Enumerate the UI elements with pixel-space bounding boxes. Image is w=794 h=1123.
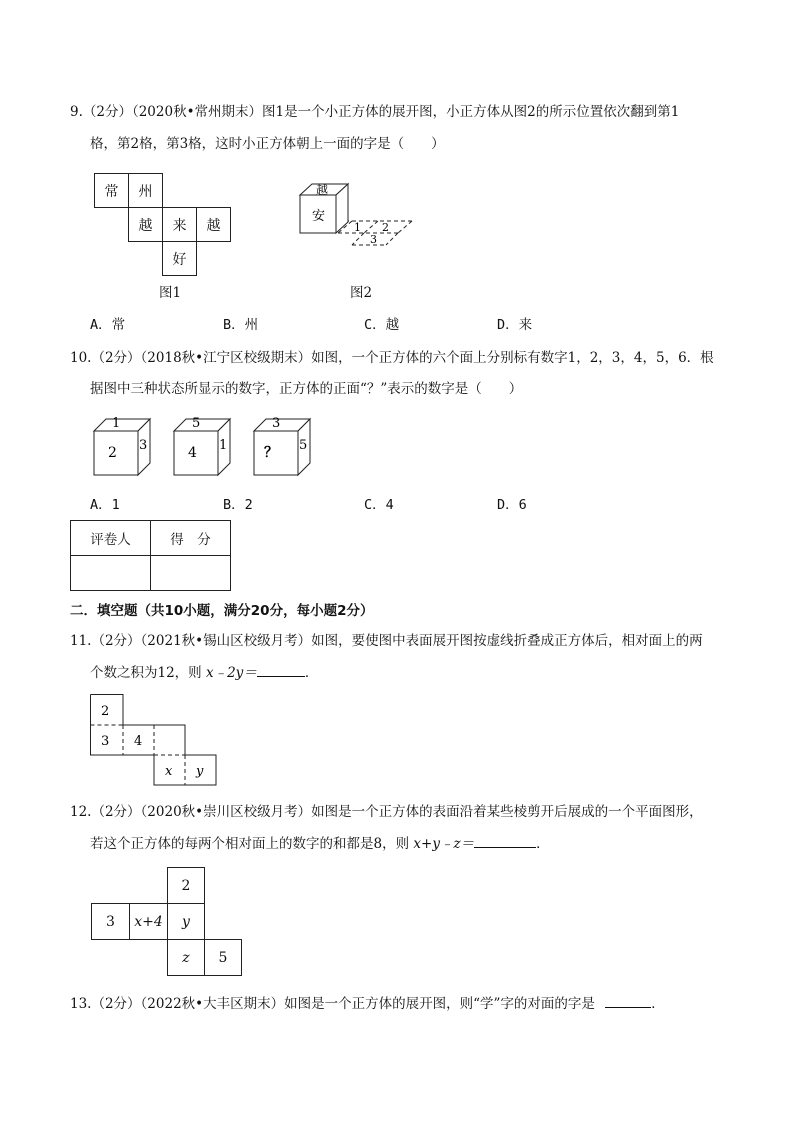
q10-cubes-figure [90,413,330,481]
q9-option-a[interactable]: A．常 [90,317,126,333]
net-cell: 常 [94,173,129,208]
cube2-side: 1 [219,438,228,453]
q10-option-c[interactable]: C．4 [364,497,394,513]
cube3-top: 3 [272,416,281,431]
net-cell: 州 [128,173,163,208]
q9-fig2-cube [290,176,420,248]
q11-stem-line2 [90,664,318,682]
q13-stem [70,995,665,1013]
q13-stem-text: 13.（2分）（2022秋•大丰区期末）如图是一个正方体的展开图，则“学”字的对面的字是 [70,996,595,1012]
score-table-header-grader: 评卷人 [70,520,151,556]
q12-net-cell: z [167,939,205,976]
q11-net-cell: y [196,764,204,779]
q12-net-cell: 2 [167,867,205,904]
cube1-top: 1 [112,416,121,431]
q10-option-b[interactable]: B．2 [223,497,253,513]
section-heading-fill-in: 二．填空题（共10小题，满分20分，每小题2分） [70,603,374,619]
q12-net-cell: 5 [204,939,242,976]
cube3-side: 5 [299,438,308,453]
cube1-side: 3 [139,438,148,453]
cube1-front: 2 [108,445,117,461]
q9-option-c[interactable]: C．越 [364,317,400,333]
q9-option-b[interactable]: B．州 [223,317,259,333]
grid-label: 2 [382,221,389,234]
q9-stem-line1: 9.（2分）（2020秋•常州期末）图1是一个小正方体的展开图，小正方体从图2的所示位置依次翻到第1 [70,104,680,120]
grid-label: 3 [370,233,377,246]
q12-expression: x+y﹣z＝ [413,836,475,852]
q13-answer-blank[interactable] [605,995,651,1008]
q10-stem-line1: 10.（2分）（2018秋•江宁区校级期末）如图，一个正方体的六个面上分别标有数字1，2，3，4，5，6．根 [70,350,714,366]
q11-answer-blank[interactable] [257,664,305,677]
q9-fig1-caption: 图1 [159,285,182,301]
q9-option-d[interactable]: D．来 [497,317,533,333]
cube2-top: 5 [192,416,201,431]
q12-stem-line2 [90,835,550,853]
q12-stem-text: 若这个正方体的每两个相对面上的数字的和都是8，则 [90,836,410,852]
q11-expression: x﹣2y＝ [205,665,257,681]
q9-fig2-caption: 图2 [350,285,373,301]
q11-period: ． [304,665,319,681]
score-table-header-score: 得 分 [150,520,231,556]
q11-net-cell: 3 [101,734,110,749]
q12-net-cell: y [167,903,205,940]
q12-answer-blank[interactable] [474,835,536,848]
q12-net-cell: x+4 [129,903,168,940]
net-cell: 越 [196,207,231,242]
cube3-front: ？ [264,445,278,461]
q9-stem-line2: 格，第2格，第3格，这时小正方体朝上一面的字是（ ） [90,136,445,152]
q12-net-cell: 3 [91,903,130,940]
cube2-front: 4 [188,445,197,461]
q11-net-cell: 4 [134,734,143,749]
q12-stem-line1: 12.（2分）（2020秋•崇川区校级月考）如图是一个正方体的表面沿着某些棱剪开后展成的一个平面图形， [70,804,703,820]
q11-net-figure [90,694,220,786]
q11-stem-line1: 11.（2分）（2021秋•锡山区校级月考）如图，要使图中表面展开图按虚线折叠成正方体后，相对面上的两 [70,633,703,649]
score-table-score-cell[interactable] [150,555,231,591]
q10-option-d[interactable]: D．6 [497,497,527,513]
net-cell: 来 [162,207,197,242]
q10-option-a[interactable]: A．1 [90,497,120,513]
q12-period: ． [536,836,550,852]
score-table-grader-cell[interactable] [70,555,151,591]
q11-stem-text: 个数之积为12，则 [90,665,202,681]
q13-period: ． [651,996,665,1012]
q10-stem-line2: 据图中三种状态所显示的数字，正方体的正面“？”表示的数字是（ ） [90,381,523,397]
cube-front-label: 安 [312,209,326,224]
grid-label: 1 [354,221,361,234]
net-cell: 好 [162,241,197,276]
q11-net-cell: 2 [101,704,110,719]
cube-top-label: 越 [316,183,329,197]
q11-net-cell: x [165,764,173,779]
net-cell: 越 [128,207,163,242]
